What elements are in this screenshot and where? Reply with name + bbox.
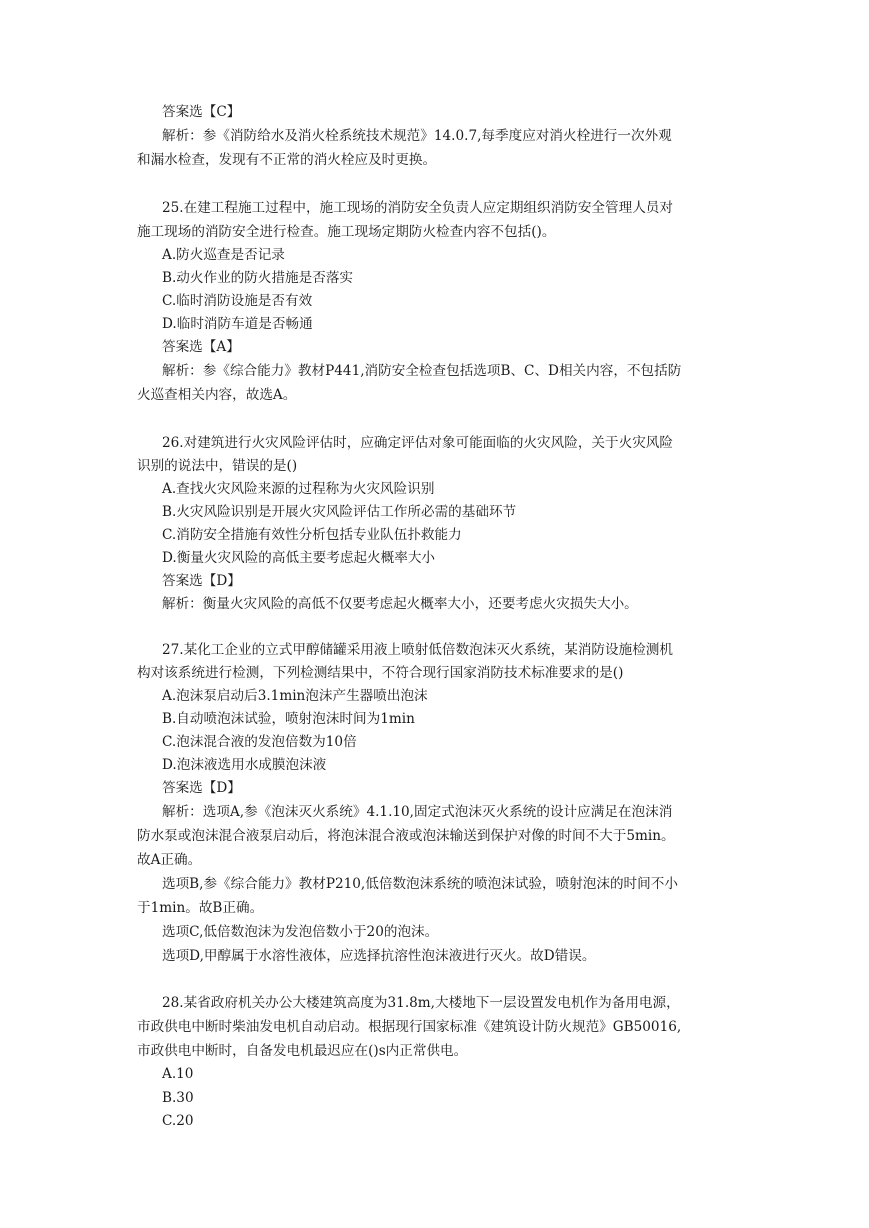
analysis-27a-line-3: 故A正确。: [137, 852, 202, 868]
answer-25: 答案选【A】: [162, 339, 240, 355]
question-25-option-c: C.临时消防设施是否有效: [162, 293, 313, 309]
question-25-option-b: B.动火作业的防火措施是否落实: [162, 270, 354, 286]
analysis-27d: 选项D,甲醇属于水溶性液体，应选择抗溶性泡沫液进行灭火。故D错误。: [162, 948, 596, 964]
question-28-option-b: B.30: [162, 1090, 194, 1106]
question-28-option-c: C.20: [162, 1113, 194, 1129]
question-25-option-d: D.临时消防车道是否畅通: [162, 316, 313, 332]
question-26-stem-1: 26.对建筑进行火灾风险评估时，应确定评估对象可能面临的火灾风险，关于火灾风险: [162, 435, 673, 451]
analysis-27a-line-1: 解析：选项A,参《泡沫灭火系统》4.1.10,固定式泡沫灭火系统的设计应满足在泡沫消: [162, 804, 673, 820]
analysis-27a-line-2: 防水泵或泡沫混合液泵启动后，将泡沫混合液或泡沫输送到保护对像的时间不大于5min。: [137, 828, 675, 844]
analysis-24-line-2: 和漏水检查，发现有不正常的消火栓应及时更换。: [137, 152, 437, 168]
question-27-option-d: D.泡沫液选用水成膜泡沫液: [162, 757, 327, 773]
question-27-stem-1: 27.某化工企业的立式甲醇储罐采用液上喷射低倍数泡沫灭火系统，某消防设施检测机: [162, 642, 673, 658]
question-25-stem-1: 25.在建工程施工过程中，施工现场的消防安全负责人应定期组织消防安全管理人员对: [162, 200, 673, 216]
analysis-27b-line-2: 于1min。故B正确。: [137, 900, 264, 916]
question-26-option-d: D.衡量火灾风险的高低主要考虑起火概率大小: [162, 550, 436, 566]
question-26-option-c: C.消防安全措施有效性分析包括专业队伍扑救能力: [162, 527, 462, 543]
analysis-24-line-1: 解析：参《消防给水及消火栓系统技术规范》14.0.7,每季度应对消火栓进行一次外观: [162, 128, 672, 144]
question-28-option-a: A.10: [162, 1066, 194, 1082]
analysis-27b-line-1: 选项B,参《综合能力》教材P210,低倍数泡沫系统的喷泡沫试验，喷射泡沫的时间不小: [162, 876, 678, 892]
question-27-option-b: B.自动喷泡沫试验，喷射泡沫时间为1min: [162, 711, 415, 727]
question-27-stem-2: 构对该系统进行检测，下列检测结果中，不符合现行国家消防技术标准要求的是(): [137, 665, 624, 681]
analysis-26-line-1: 解析：衡量火灾风险的高低不仅要考虑起火概率大小，还要考虑火灾损失大小。: [162, 596, 638, 612]
answer-27: 答案选【D】: [162, 780, 241, 796]
analysis-25-line-2: 火巡查相关内容，故选A。: [137, 387, 297, 403]
question-27-option-c: C.泡沫混合液的发泡倍数为10倍: [162, 734, 357, 750]
question-28-stem-2: 市政供电中断时柴油发电机自动启动。根据现行国家标准《建筑设计防火规范》GB50016,: [137, 1019, 682, 1035]
question-26-stem-2: 识别的说法中，错误的是(): [137, 458, 298, 474]
question-26-option-a: A.查找火灾风险来源的过程称为火灾风险识别: [162, 481, 435, 497]
question-28-stem-1: 28.某省政府机关办公大楼建筑高度为31.8m,大楼地下一层设置发电机作为备用电源，: [162, 995, 680, 1011]
question-27-option-a: A.泡沫泵启动后3.1min泡沫产生器喷出泡沫: [162, 688, 428, 704]
question-25-option-a: A.防火巡查是否记录: [162, 247, 285, 263]
question-28-stem-3: 市政供电中断时，自备发电机最迟应在()s内正常供电。: [137, 1043, 468, 1059]
answer-26: 答案选【D】: [162, 573, 241, 589]
question-25-stem-2: 施工现场的消防安全进行检查。施工现场定期防火检查内容不包括()。: [137, 224, 556, 240]
question-26-option-b: B.火灾风险识别是开展火灾风险评估工作所必需的基础环节: [162, 504, 517, 520]
analysis-25-line-1: 解析：参《综合能力》教材P441,消防安全检查包括选项B、C、D相关内容，不包括防: [162, 363, 682, 379]
analysis-27c: 选项C,低倍数泡沫为发泡倍数小于20的泡沫。: [162, 924, 439, 940]
answer-24: 答案选【C】: [162, 104, 241, 120]
